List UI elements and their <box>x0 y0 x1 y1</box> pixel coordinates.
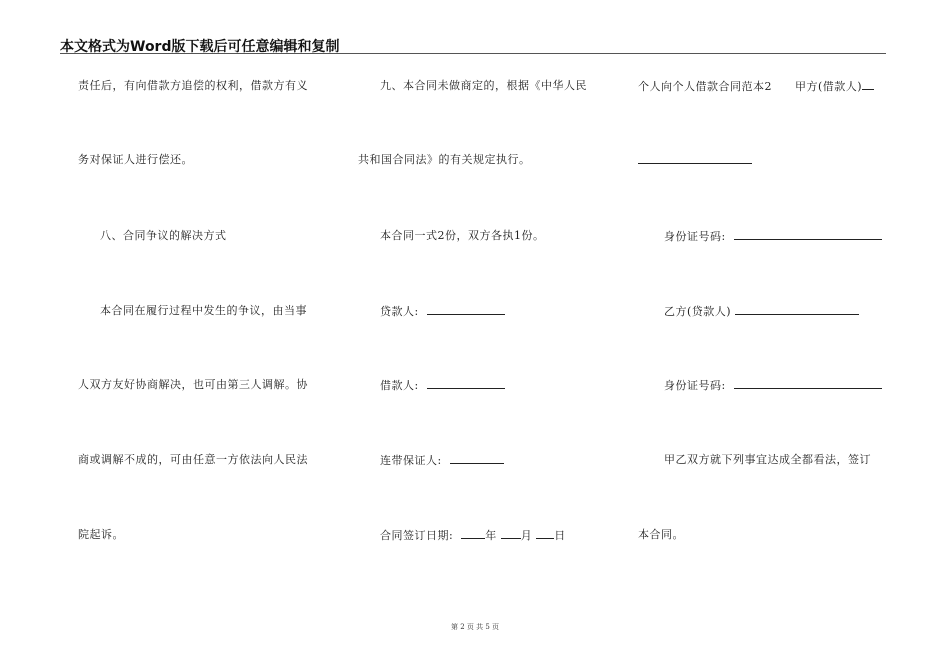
year-blank <box>461 528 485 539</box>
day-blank <box>536 528 554 539</box>
party-b-id-label: 身份证号码: <box>664 379 726 392</box>
party-a-name-blank <box>638 153 752 164</box>
paragraph-line: 人双方友好协商解决，也可由第三人调解。协 <box>78 378 308 391</box>
party-a-id-line <box>664 229 882 244</box>
lender-blank <box>427 304 505 315</box>
party-a-id-blank <box>734 229 882 240</box>
month-blank <box>501 528 521 539</box>
signing-date-label: 合同签订日期: <box>380 529 454 542</box>
page-number: 第 2 页 共 5 页 <box>450 623 500 631</box>
contract-title-line <box>638 79 874 94</box>
paragraph-line: 本合同。 <box>638 528 684 541</box>
paragraph-line: 商或调解不成的，可由任意一方依法向人民法 <box>78 453 308 466</box>
contract-title: 个人向个人借款合同范本2 甲方(借款人) <box>638 80 863 93</box>
signing-date-line <box>380 528 566 543</box>
party-b-line <box>664 304 859 319</box>
party-a-blank-end <box>862 79 874 90</box>
paragraph-line: 本合同在履行过程中发生的争议，由当事 <box>100 304 307 317</box>
document-header: 本文格式为Word版下载后可任意编辑和复制 <box>60 39 340 55</box>
borrower-signature-line <box>380 378 505 393</box>
paragraph-line: 院起诉。 <box>78 528 124 541</box>
party-a-id-label: 身份证号码: <box>664 230 726 243</box>
section-heading: 八、合同争议的解决方式 <box>100 229 227 242</box>
paragraph-line: 责任后，有向借款方追偿的权利，借款方有义 <box>78 79 308 92</box>
paragraph-line: 九、本合同未做商定的，根据《中华人民 <box>380 79 587 92</box>
day-label: 日 <box>554 529 566 542</box>
year-label: 年 <box>485 529 497 542</box>
borrower-blank <box>427 378 505 389</box>
lender-signature-line <box>380 304 505 319</box>
guarantor-blank <box>450 453 504 464</box>
borrower-label: 借款人: <box>380 379 419 392</box>
lender-label: 贷款人: <box>380 305 419 318</box>
guarantor-signature-line <box>380 453 504 468</box>
party-b-id-line <box>664 378 882 393</box>
header-divider <box>60 53 886 54</box>
paragraph-line: 共和国合同法》的有关规定执行。 <box>358 153 531 166</box>
party-a-name-line <box>638 153 752 168</box>
month-label: 月 <box>520 529 533 542</box>
party-b-id-blank <box>734 378 882 389</box>
party-b-blank <box>735 304 859 315</box>
paragraph-line: 甲乙双方就下列事宜达成全都看法，签订 <box>664 453 871 466</box>
paragraph-line: 务对保证人进行偿还。 <box>78 153 193 166</box>
paragraph-line: 本合同一式2份，双方各执1份。 <box>380 229 545 242</box>
guarantor-label: 连带保证人: <box>380 454 442 467</box>
party-b-label: 乙方(贷款人) <box>664 305 732 318</box>
